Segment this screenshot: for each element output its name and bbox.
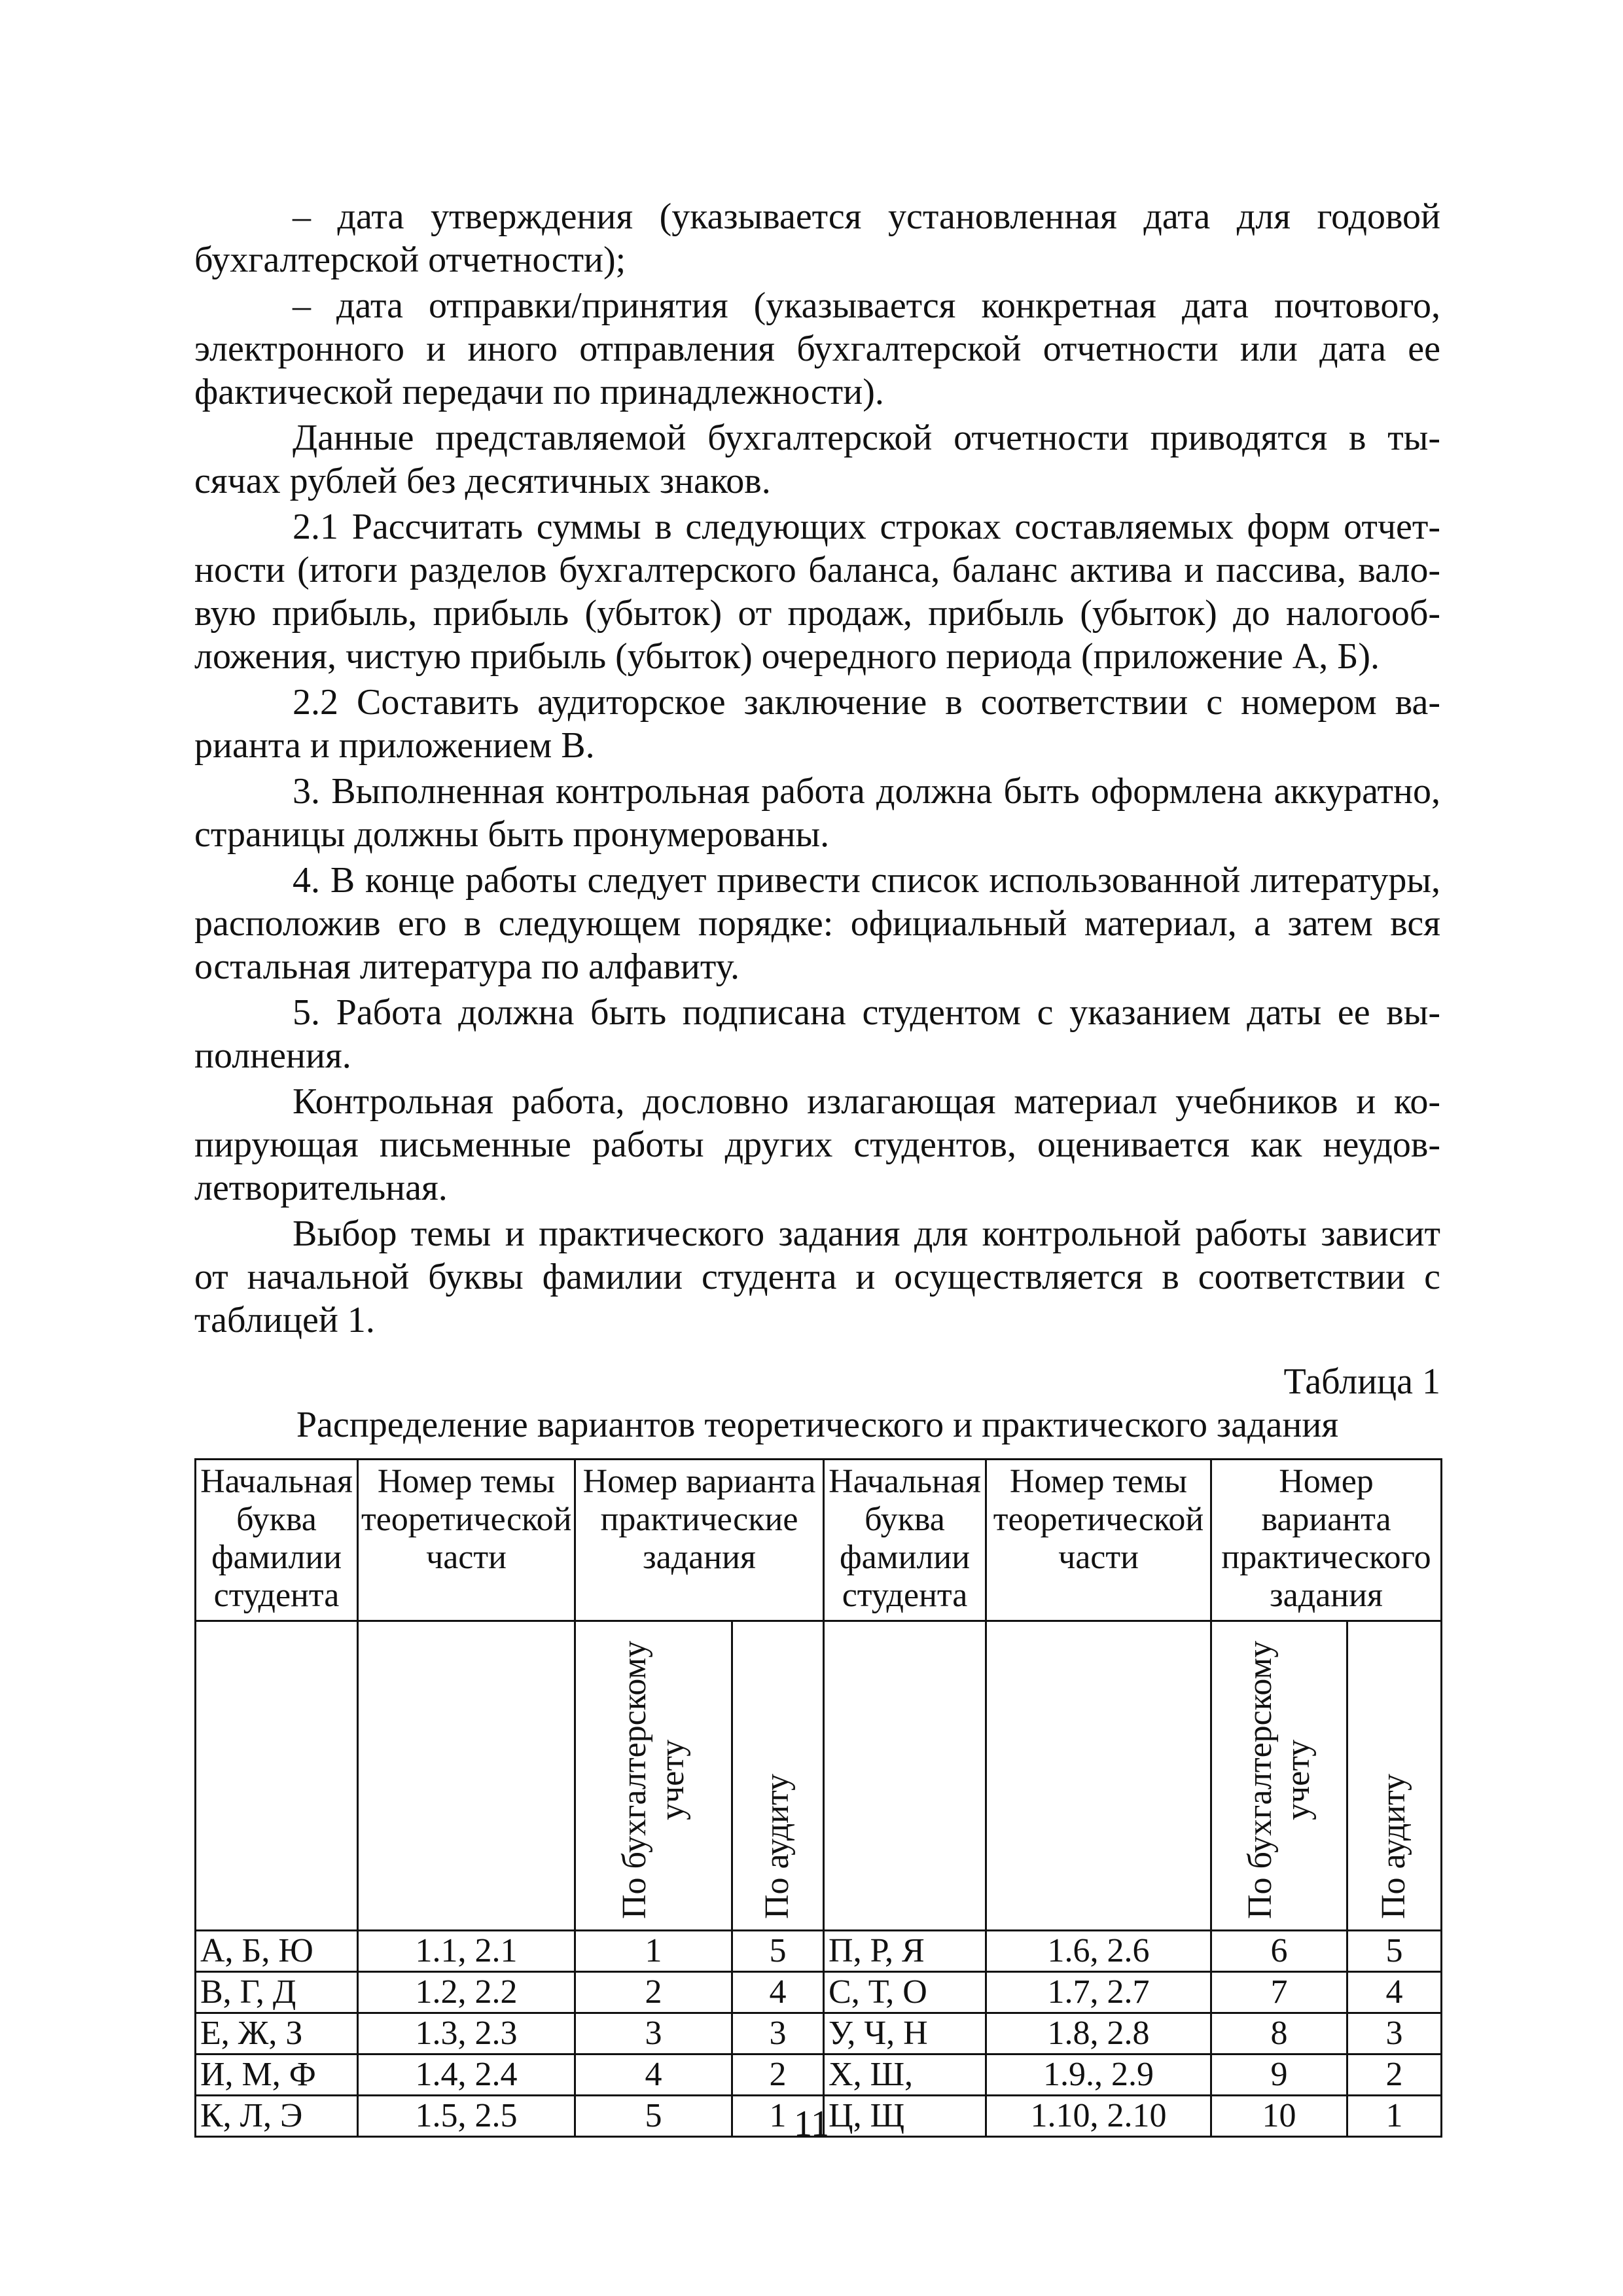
cell-letters-right: П, Р, Я bbox=[824, 1931, 986, 1972]
cell-audit-right: 1 bbox=[1347, 2096, 1442, 2137]
cell-accounting-right: 8 bbox=[1211, 2013, 1347, 2054]
cell-letters-right: С, Т, О bbox=[824, 1972, 986, 2013]
table-subheader-row bbox=[196, 1621, 1442, 1931]
paragraph-topic-choice: Выбор темы и практического задания для контрольной работы зависит от начальной буквы фамилии студента и осуществляется в соответствии с таблицей 1. bbox=[194, 1213, 1440, 1340]
subheader-blank bbox=[358, 1621, 575, 1931]
cell-audit-left: 2 bbox=[732, 2054, 824, 2096]
header-letter-left: Начальная буква фамилии студента bbox=[196, 1460, 358, 1621]
subheader-accounting-line2: учету bbox=[1279, 1739, 1317, 1820]
subheader-accounting-line1: По бухгалтерскому bbox=[1241, 1640, 1279, 1919]
variants-table bbox=[194, 1458, 1442, 2138]
subheader-audit-label: По аудиту bbox=[758, 1773, 796, 1919]
cell-theme-left: 1.2, 2.2 bbox=[358, 1972, 575, 2013]
table-title: Распределение вариантов теоретического и практического задания bbox=[296, 1405, 1339, 1445]
cell-letters-right: Х, Ш, bbox=[824, 2054, 986, 2096]
cell-letters-right: У, Ч, Н bbox=[824, 2013, 986, 2054]
cell-accounting-right: 9 bbox=[1211, 2054, 1347, 2096]
cell-audit-left: 4 bbox=[732, 1972, 824, 2013]
cell-theme-left: 1.1, 2.1 bbox=[358, 1931, 575, 1972]
subheader-accounting-right bbox=[1211, 1621, 1347, 1931]
cell-audit-left: 1 bbox=[732, 2096, 824, 2137]
paragraph-item-5: 5. Работа должна быть подписана студентом с указанием даты ее выполнения. bbox=[194, 992, 1440, 1076]
cell-letters-left: К, Л, Э bbox=[196, 2096, 358, 2137]
cell-audit-right: 3 bbox=[1347, 2013, 1442, 2054]
header-letter-right: Начальная буква фамилии студента bbox=[824, 1460, 986, 1621]
table-row bbox=[196, 1972, 1442, 2013]
table-header-row bbox=[196, 1460, 1442, 1621]
subheader-blank bbox=[824, 1621, 986, 1931]
paragraph-item-3: 3. Выполненная контрольная работа должна быть оформлена аккуратно, страницы должны быть пронумерованы. bbox=[194, 771, 1440, 855]
header-theme-left: Номер темы теоретической части bbox=[358, 1460, 575, 1621]
cell-accounting-right: 7 bbox=[1211, 1972, 1347, 2013]
subheader-audit-left bbox=[732, 1621, 824, 1931]
cell-accounting-left: 5 bbox=[575, 2096, 732, 2137]
paragraph-item-4: 4. В конце работы следует привести список использованной литературы, расположив его в следующем порядке: официальный материал, а затем вся остальная литература по алфавиту. bbox=[194, 860, 1440, 987]
cell-accounting-left: 3 bbox=[575, 2013, 732, 2054]
cell-letters-left: В, Г, Д bbox=[196, 1972, 358, 2013]
cell-theme-right: 1.8, 2.8 bbox=[986, 2013, 1211, 2054]
cell-letters-left: И, М, Ф bbox=[196, 2054, 358, 2096]
subheader-blank bbox=[986, 1621, 1211, 1931]
subheader-accounting-label bbox=[616, 1641, 692, 1919]
table-row bbox=[196, 2054, 1442, 2096]
subheader-audit-label: По аудиту bbox=[1374, 1773, 1412, 1919]
cell-audit-right: 5 bbox=[1347, 1931, 1442, 1972]
cell-theme-left: 1.4, 2.4 bbox=[358, 2054, 575, 2096]
header-variant-left: Номер варианта практические задания bbox=[575, 1460, 824, 1621]
cell-accounting-left: 4 bbox=[575, 2054, 732, 2096]
cell-letters-right: Ц, Щ bbox=[824, 2096, 986, 2137]
page-number: 11 bbox=[794, 2104, 829, 2144]
subheader-accounting-label bbox=[1241, 1641, 1317, 1919]
body-text bbox=[194, 195, 1440, 1344]
cell-accounting-right: 6 bbox=[1211, 1931, 1347, 1972]
cell-theme-right: 1.10, 2.10 bbox=[986, 2096, 1211, 2137]
paragraph-approval-date: – дата утверждения (указывается установленная дата для годовой бухгалтерской отчетности); bbox=[194, 196, 1440, 280]
cell-theme-left: 1.3, 2.3 bbox=[358, 2013, 575, 2054]
cell-theme-right: 1.6, 2.6 bbox=[986, 1931, 1211, 1972]
table-row bbox=[196, 2013, 1442, 2054]
subheader-blank bbox=[196, 1621, 358, 1931]
cell-accounting-left: 2 bbox=[575, 1972, 732, 2013]
cell-theme-right: 1.9., 2.9 bbox=[986, 2054, 1211, 2096]
paragraph-thousands-rubles: Данные представляемой бухгалтерской отчетности приводятся в тысячах рублей без десятичных знаков. bbox=[194, 418, 1440, 501]
paragraph-plagiarism: Контрольная работа, дословно излагающая материал учебников и копирующая письменные работы других студентов, оценивается как неудовлетворительная. bbox=[194, 1081, 1440, 1208]
subheader-audit-right bbox=[1347, 1621, 1442, 1931]
paragraph-task-2-1: 2.1 Рассчитать суммы в следующих строках составляемых форм отчетности (итоги разделов бухгалтерского баланса, баланс актива и пассива, валовую прибыль, прибыль (убыток) от продаж, прибыль (убыток) до налогообложения, чистую прибыль (убыток) очередного периода (приложение А, Б). bbox=[194, 507, 1440, 677]
header-theme-right: Номер темы теоретической части bbox=[986, 1460, 1211, 1621]
cell-accounting-right: 10 bbox=[1211, 2096, 1347, 2137]
table-label: Таблица 1 bbox=[1283, 1361, 1440, 1402]
cell-audit-right: 4 bbox=[1347, 1972, 1442, 2013]
header-variant-right: Номер варианта практического задания bbox=[1211, 1460, 1442, 1621]
cell-accounting-left: 1 bbox=[575, 1931, 732, 1972]
subheader-accounting-line1: По бухгалтерскому bbox=[615, 1640, 653, 1919]
paragraph-task-2-2: 2.2 Составить аудиторское заключение в соответствии с номером варианта и приложением В. bbox=[194, 682, 1440, 766]
cell-theme-left: 1.5, 2.5 bbox=[358, 2096, 575, 2137]
cell-audit-left: 3 bbox=[732, 2013, 824, 2054]
paragraph-sending-date: – дата отправки/принятия (указывается конкретная дата почтового, электронного и иного отправления бухгалтерской отчетности или дата ее фактической передачи по принадлежности). bbox=[194, 285, 1440, 412]
cell-audit-left: 5 bbox=[732, 1931, 824, 1972]
cell-audit-right: 2 bbox=[1347, 2054, 1442, 2096]
table-row bbox=[196, 1931, 1442, 1972]
cell-letters-left: А, Б, Ю bbox=[196, 1931, 358, 1972]
cell-letters-left: Е, Ж, З bbox=[196, 2013, 358, 2054]
subheader-accounting-left bbox=[575, 1621, 732, 1931]
subheader-accounting-line2: учету bbox=[653, 1739, 691, 1820]
cell-theme-right: 1.7, 2.7 bbox=[986, 1972, 1211, 2013]
